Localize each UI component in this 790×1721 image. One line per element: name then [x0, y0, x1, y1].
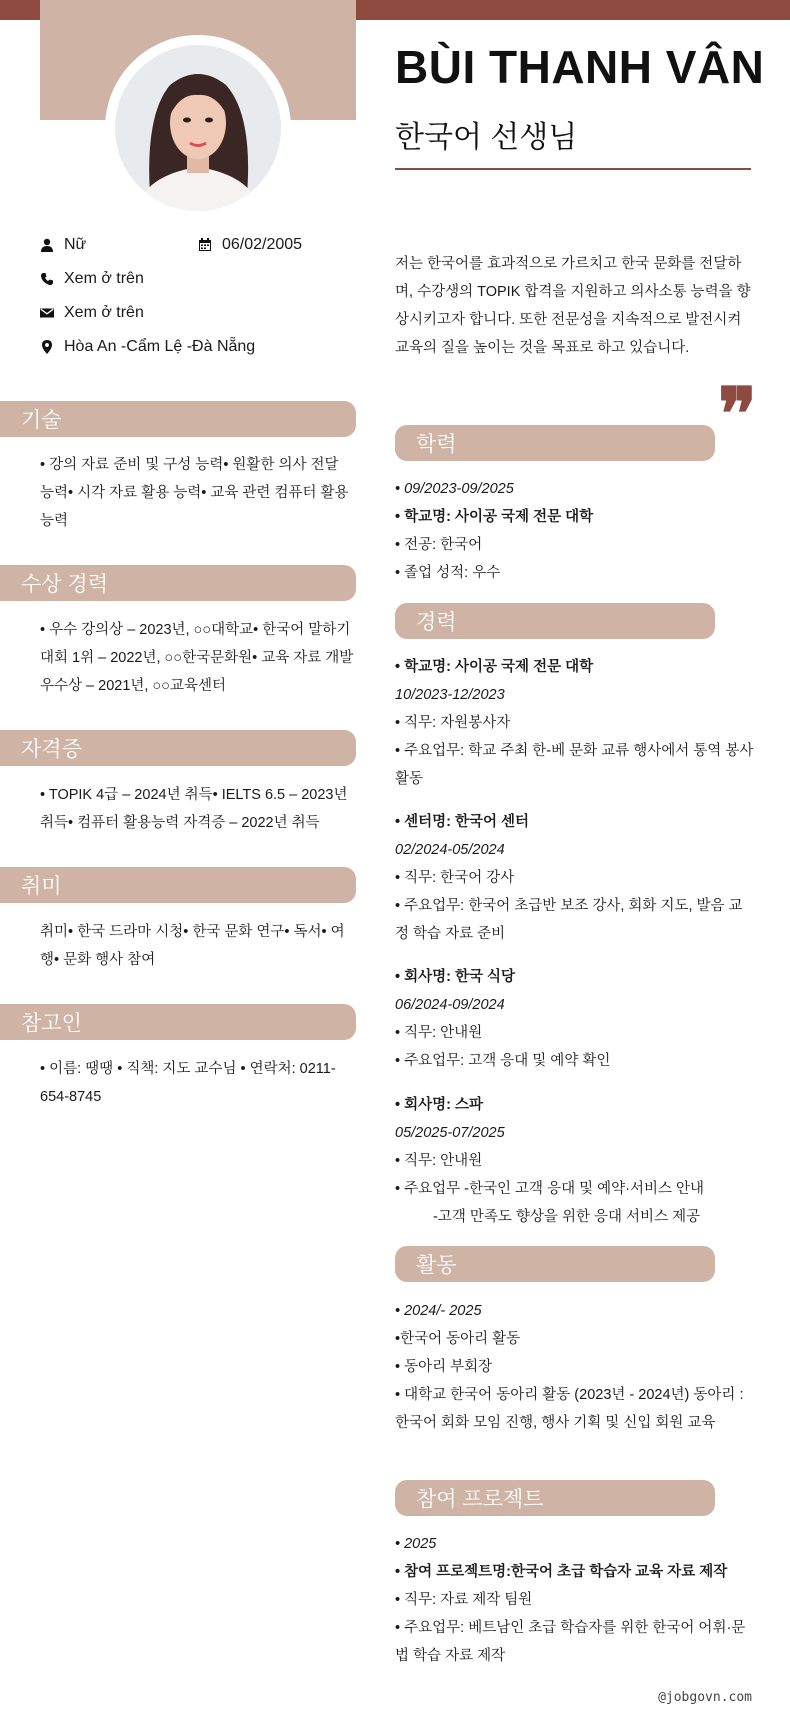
- reference-text: • 이름: 땡땡 • 직책: 지도 교수님 • 연락처: 0211-654-8745: [40, 1061, 336, 1105]
- title-divider: [395, 168, 751, 170]
- experience-period: 05/2025-07/2025: [395, 1125, 505, 1141]
- experience-duty: • 주요업무: 학교 주최 한-베 문화 교류 행사에서 통역 봉사활동: [395, 743, 754, 787]
- projects-heading: 참여 프로젝트: [395, 1480, 715, 1516]
- experience-job: • 직무: 한국어 강사: [395, 870, 515, 886]
- awards-text: • 우수 강의상 – 2023년, ○○대학교• 한국어 말하기 대회 1위 – 2022년, ○○한국문화원• 교육 자료 개발 우수상 – 2021년, ○○교육센터: [40, 622, 354, 694]
- experience-period: 02/2024-05/2024: [395, 842, 505, 858]
- activities-description: • 대학교 한국어 동아리 활동 (2023년 - 2024년) 동아리 : 한국어 회화 모임 진행, 행사 기획 및 신입 회원 교육: [395, 1387, 744, 1431]
- awards-heading: 수상 경력: [0, 565, 356, 601]
- experience-org: • 회사명: 스파: [395, 1097, 483, 1113]
- experience-period: 10/2023-12/2023: [395, 687, 505, 703]
- skills-heading: 기술: [0, 401, 356, 437]
- experience-job: • 직무: 자원봉사자: [395, 715, 511, 731]
- quote-icon: ❞: [718, 371, 757, 456]
- experience-job: • 직무: 안내원: [395, 1025, 483, 1041]
- envelope-icon: [40, 305, 54, 321]
- projects-entry: [395, 1530, 755, 1670]
- education-major: • 전공: 한국어: [395, 537, 483, 553]
- email-row: [40, 304, 144, 322]
- education-heading: 학력: [395, 425, 715, 461]
- education-grade: • 졸업 성적: 우수: [395, 565, 501, 581]
- gender-row: [40, 236, 86, 254]
- reference-heading: 참고인: [0, 1004, 356, 1040]
- job-title: 한국어 선생님: [395, 121, 578, 154]
- phone-row: [40, 270, 144, 288]
- location-pin-icon: [40, 339, 54, 355]
- activities-entry: [395, 1297, 755, 1437]
- certificates-text: • TOPIK 4급 – 2024년 취득• IELTS 6.5 – 2023년 취득• 컴퓨터 활용능력 자격증 – 2022년 취득: [40, 787, 348, 831]
- experience-duty-continued: -고객 만족도 향상을 위한 응대 서비스 제공: [433, 1209, 701, 1225]
- experience-duty: • 주요업무: 고객 응대 및 예약 확인: [395, 1053, 611, 1069]
- experience-item: [395, 653, 755, 793]
- education-school: • 학교명: 사이공 국제 전문 대학: [395, 509, 594, 525]
- project-name: • 참여 프로젝트명:한국어 초급 학습자 교육 자료 제작: [395, 1564, 728, 1580]
- activities-heading: 활동: [395, 1246, 715, 1282]
- activities-line: • 동아리 부회장: [395, 1359, 493, 1375]
- skills-text: • 강의 자료 준비 및 구성 능력• 원활한 의사 전달 능력• 시각 자료 활용 능력• 교육 관련 컴퓨터 활용 능력: [40, 457, 349, 529]
- experience-item: [395, 1091, 755, 1231]
- experience-duty: • 주요업무: 한국어 초급반 보조 강사, 회화 지도, 발음 교정 학습 자료 준비: [395, 898, 743, 942]
- project-duty: • 주요업무: 베트남인 초급 학습자를 위한 한국어 어휘·문법 학습 자료 제작: [395, 1620, 746, 1664]
- experience-heading: 경력: [395, 603, 715, 639]
- experience-item: [395, 963, 755, 1075]
- gender-value: Nữ: [64, 236, 87, 253]
- experience-org: • 회사명: 한국 식당: [395, 969, 516, 985]
- experience-org: • 센터명: 한국어 센터: [395, 814, 530, 830]
- calendar-icon: [198, 237, 212, 253]
- profile-photo: [115, 45, 281, 211]
- experience-item: [395, 808, 755, 948]
- experience-period: 06/2024-09/2024: [395, 997, 505, 1013]
- experience-job: • 직무: 안내원: [395, 1153, 483, 1169]
- education-entry: [395, 475, 755, 587]
- candidate-name: BÙI THANH VÂN: [395, 41, 765, 93]
- activities-period: • 2024/- 2025: [395, 1303, 482, 1319]
- email-value: Xem ở trên: [64, 304, 144, 321]
- certificates-heading: 자격증: [0, 730, 356, 766]
- activities-line: •한국어 동아리 활동: [395, 1331, 521, 1347]
- experience-org: • 학교명: 사이공 국제 전문 대학: [395, 659, 594, 675]
- person-icon: [40, 237, 54, 253]
- birthdate-value: 06/02/2005: [222, 236, 303, 253]
- source-watermark: @jobgovn.com: [658, 1690, 752, 1705]
- address-value: Hòa An -Cẩm Lệ -Đà Nẵng: [64, 338, 256, 355]
- phone-value: Xem ở trên: [64, 270, 144, 287]
- phone-icon: [40, 271, 54, 287]
- project-job: • 직무: 자료 제작 팀원: [395, 1592, 533, 1608]
- birthdate-row: [198, 236, 302, 254]
- address-row: [40, 338, 255, 356]
- education-period: • 09/2023-09/2025: [395, 481, 514, 497]
- career-objective: 저는 한국어를 효과적으로 가르치고 한국 문화를 전달하며, 수강생의 TOPIK 합격을 지원하고 의사소통 능력을 향상시키고자 합니다. 또한 전문성을 지속적으로 발전시켜 교육의 질을 높이는 것을 목표로 하고 있습니다.: [395, 256, 751, 356]
- hobbies-heading: 취미: [0, 867, 356, 903]
- hobbies-text: 취미• 한국 드라마 시청• 한국 문화 연구• 독서• 여행• 문화 행사 참여: [40, 924, 345, 968]
- project-period: • 2025: [395, 1536, 437, 1552]
- experience-duty: • 주요업무 -한국인 고객 응대 및 예약·서비스 안내: [395, 1181, 705, 1197]
